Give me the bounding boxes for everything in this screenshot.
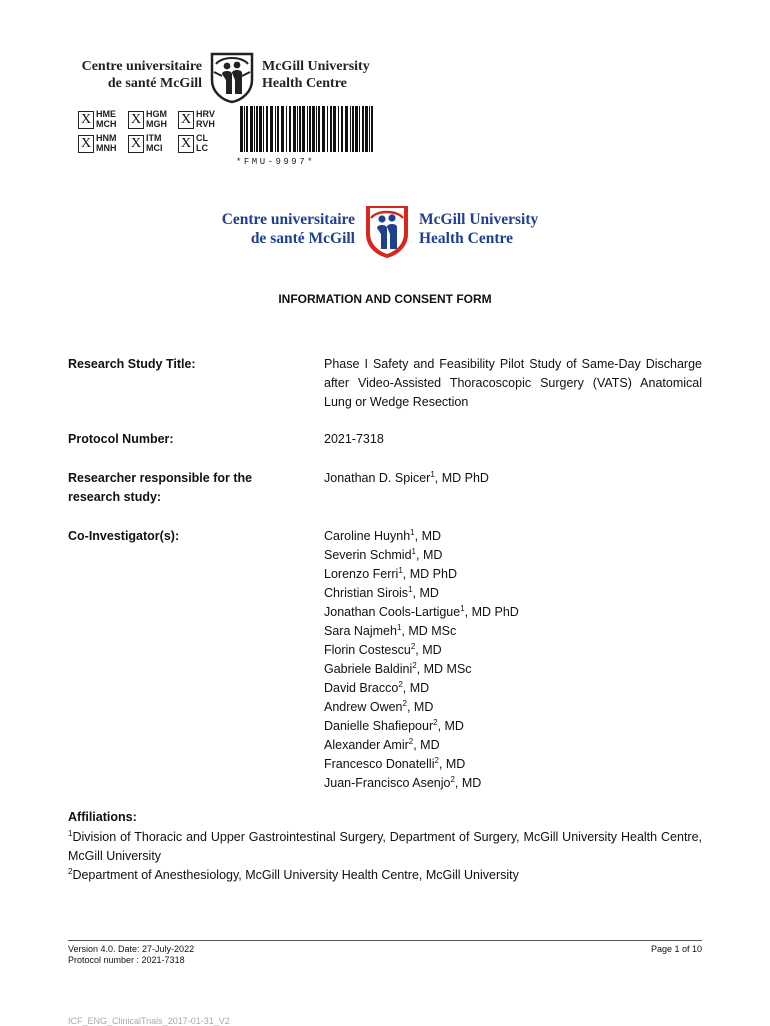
affiliation-number: 2 — [68, 866, 73, 876]
barcode-bar — [352, 106, 354, 152]
site-checkbox-mark: X — [128, 135, 144, 153]
researcher-label: Researcher responsible for the research study: — [68, 471, 253, 504]
site-checkbox-mark: X — [78, 111, 94, 129]
footer-version: Version 4.0. Date: 27-July-2022 — [68, 944, 195, 954]
muhc-logo-color-icon — [362, 202, 412, 260]
barcode-bar — [277, 106, 279, 152]
barcode-bar — [244, 106, 245, 152]
barcode-bar — [316, 106, 317, 152]
site-checkbox-mgh[interactable] — [128, 110, 176, 132]
barcode-bar — [318, 106, 320, 152]
barcode-bar — [259, 106, 262, 152]
site-codes: ITM MCI — [146, 133, 163, 153]
affiliation-2 — [68, 866, 702, 885]
barcode-bar — [371, 106, 373, 152]
barcode-bar — [256, 106, 258, 152]
site-checkbox-mark: X — [78, 135, 94, 153]
barcode-bar — [309, 106, 311, 152]
barcode-bar — [289, 106, 291, 152]
list-item: Danielle Shafiepour$^2$, MD — [324, 717, 464, 733]
protocol-number-label: Protocol Number: — [68, 432, 174, 446]
list-item: Lorenzo Ferri$^1$, MD PhD — [324, 565, 457, 581]
site-checkbox-mci[interactable] — [128, 134, 176, 156]
barcode-bar — [312, 106, 315, 152]
site-checkbox-mark: X — [178, 111, 194, 129]
header-bw-name-fr-line2: de santé McGill — [107, 76, 202, 91]
researcher-name: Jonathan D. Spicer — [324, 471, 431, 485]
barcode-bar — [293, 106, 296, 152]
barcode-bar — [369, 106, 370, 152]
barcode-bar — [281, 106, 284, 152]
affiliations-title: Affiliations: — [68, 810, 137, 824]
site-checkbox-lc[interactable] — [178, 134, 226, 156]
site-checkbox-mark: X — [128, 111, 144, 129]
barcode-bar — [362, 106, 364, 152]
barcode-bar — [246, 106, 248, 152]
list-item: Sara Najmeh$^1$, MD MSc — [324, 622, 457, 638]
site-checkbox-rvh[interactable] — [178, 110, 226, 132]
header-color-name-fr-line1: Centre universitaire — [221, 211, 355, 228]
list-item: Gabriele Baldini$^2$, MD MSc — [324, 660, 472, 676]
barcode-bar — [302, 106, 305, 152]
researcher-affiliation-number: 1 — [430, 469, 435, 479]
header-bw-name-fr — [70, 58, 202, 92]
barcode-icon — [238, 106, 378, 154]
barcode-bar — [359, 106, 360, 152]
barcode-bar — [299, 106, 301, 152]
list-item: Severin Schmid$^1$, MD — [324, 546, 443, 562]
footer-version-info — [68, 944, 194, 966]
list-item: Christian Sirois$^1$, MD — [324, 584, 439, 600]
site-codes: HRV RVH — [196, 109, 215, 129]
muhc-logo-bw-icon — [208, 50, 256, 104]
site-checkbox-mnh[interactable] — [78, 134, 126, 156]
site-checkbox-mch[interactable] — [78, 110, 126, 132]
header-color-name-fr-line2: de santé McGill — [250, 230, 355, 247]
site-codes: HME MCH — [96, 109, 117, 129]
co-investigators-value — [324, 527, 702, 793]
researcher-degree: , MD PhD — [434, 471, 489, 485]
list-item: Andrew Owen$^2$, MD — [324, 698, 434, 714]
barcode-bar — [355, 106, 358, 152]
list-item: Jonathan Cools-Lartigue$^1$, MD PhD — [324, 603, 519, 619]
affiliation-text: Department of Anesthesiology, McGill University Health Centre, McGill University — [72, 868, 519, 882]
barcode-bar — [254, 106, 255, 152]
header-bw-name-en-line1: McGill University — [262, 59, 370, 74]
protocol-number-value: 2021-7318 — [324, 432, 384, 446]
site-codes: CL LC — [196, 133, 208, 153]
barcode-bar — [330, 106, 332, 152]
affiliation-number: 1 — [68, 828, 73, 838]
barcode-bar — [327, 106, 328, 152]
affiliation-1 — [68, 828, 702, 866]
list-item: Juan-Francisco Asenjo$^2$, MD — [324, 774, 482, 790]
barcode-bar — [286, 106, 287, 152]
header-bw-name-fr-line1: Centre universitaire — [81, 59, 202, 74]
affiliation-text: Division of Thoracic and Upper Gastrointestinal Surgery, Department of Surgery, McGill University Health Centre, McGill University — [68, 830, 702, 863]
barcode-bar — [266, 106, 268, 152]
form-title: INFORMATION AND CONSENT FORM — [278, 292, 492, 306]
header-color-name-en-line1: McGill University — [419, 211, 539, 228]
barcode-bar — [240, 106, 243, 152]
header-bw-name-en — [262, 58, 412, 92]
barcode-bar — [250, 106, 253, 152]
barcode-bar — [341, 106, 343, 152]
barcode-text: *FMU-9997* — [236, 157, 316, 167]
barcode-bar — [322, 106, 325, 152]
list-item: Francesco Donatelli$^2$, MD — [324, 755, 466, 771]
barcode-bar — [365, 106, 368, 152]
co-investigators-label: Co-Investigator(s): — [68, 529, 180, 543]
barcode-bar — [307, 106, 308, 152]
study-title-label: Research Study Title: — [68, 357, 196, 371]
barcode-bar — [297, 106, 298, 152]
site-codes: HNM MNH — [96, 133, 117, 153]
page-number: Page 1 of 10 — [650, 944, 702, 954]
site-codes: HGM MGH — [146, 109, 167, 129]
researcher-value — [324, 469, 702, 488]
barcode-bar — [263, 106, 264, 152]
barcode-bar — [333, 106, 336, 152]
barcode-bar — [345, 106, 348, 152]
list-item: Florin Costescu$^2$, MD — [324, 641, 442, 657]
list-item: Caroline Huynh$^1$, MD — [324, 527, 442, 543]
barcode-bar — [338, 106, 339, 152]
header-color-name-fr — [180, 210, 355, 248]
barcode-bar — [350, 106, 351, 152]
site-checkbox-mark: X — [178, 135, 194, 153]
header-color-name-en-line2: Health Centre — [419, 230, 513, 247]
study-title-value: Phase I Safety and Feasibility Pilot Study of Same-Day Discharge after Video-Assisted Thoracoscopic Surgery (VATS) Anatomical Lung or Wedge Resection — [324, 357, 702, 409]
list-item: David Bracco$^2$, MD — [324, 679, 430, 695]
footer-document-id: ICF_ENG_ClinicalTrials_2017-01-31_V2 — [68, 1016, 230, 1026]
header-color-name-en — [419, 210, 589, 248]
footer-divider — [68, 940, 702, 941]
barcode-bar — [270, 106, 273, 152]
list-item: Alexander Amir$^2$, MD — [324, 736, 440, 752]
co-investigators-list — [324, 527, 702, 793]
barcode-bar — [275, 106, 276, 152]
header-bw-name-en-line2: Health Centre — [262, 76, 347, 91]
footer-protocol: Protocol number : 2021-7318 — [68, 955, 185, 965]
